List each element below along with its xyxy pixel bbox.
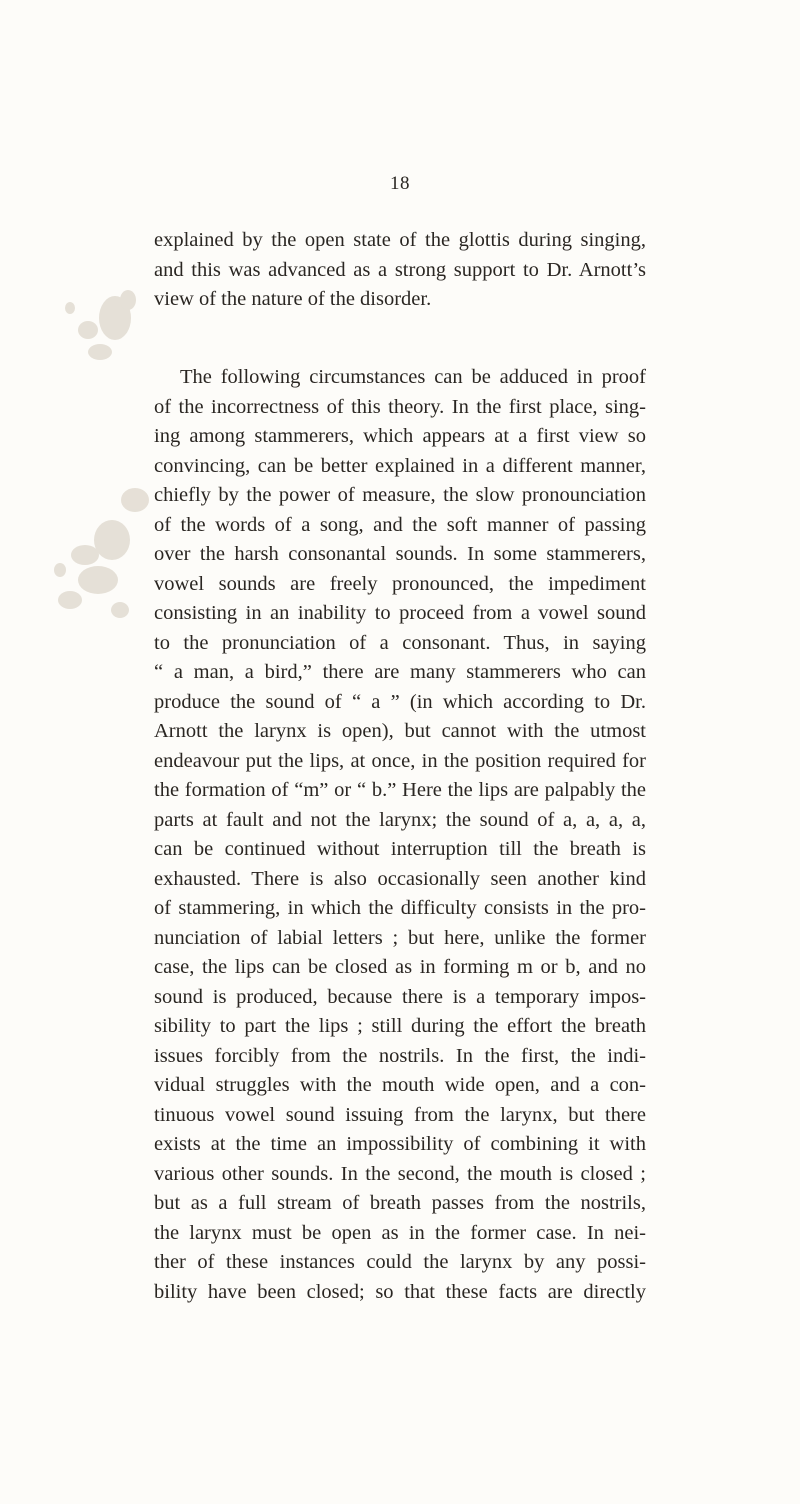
text-line: explained by the open state of the glottis during singing, — [154, 229, 646, 251]
text-line: vidual struggles with the mouth wide open, and a con- — [154, 1074, 646, 1096]
text-line: the formation of “m” or “ b.” Here the lips are palpably the — [154, 779, 646, 801]
text-line: parts at fault and not the larynx; the sound of a, a, a, a, — [154, 808, 646, 831]
text-line: consisting in an inability to proceed from a vowel sound — [154, 602, 646, 624]
text-line: of the incorrectness of this theory. In the first place, sing- — [154, 395, 646, 418]
text-line: The following circumstances can be adduced in proof — [180, 366, 646, 388]
text-line: ing among stammerers, which appears at a first view so — [154, 425, 646, 447]
text-line: vowel sounds are freely pronounced, the impediment — [154, 572, 646, 595]
text-line: chiefly by the power of measure, the slow pronounciation — [154, 484, 646, 506]
text-line: the larynx must be open as in the former case. In nei- — [154, 1221, 646, 1244]
text-line: exhausted. There is also occasionally seen another kind — [154, 867, 646, 890]
text-line: exists at the time an impossibility of combining it with — [154, 1133, 646, 1155]
text-line: to the pronunciation of a consonant. Thus, in saying — [154, 631, 646, 654]
text-line: Arnott the larynx is open), but cannot with the utmost — [154, 720, 646, 742]
text-line: can be continued without interruption till the breath is — [154, 838, 646, 860]
text-line: issues forcibly from the nostrils. In the first, the indi- — [154, 1044, 646, 1067]
text-line: over the harsh consonantal sounds. In some stammerers, — [154, 543, 646, 565]
text-line: bility have been closed; so that these facts are directly — [154, 1280, 646, 1303]
text-line: produce the sound of “ a ” (in which according to Dr. — [154, 690, 646, 713]
text-line: sibility to part the lips ; still during the effort the breath — [154, 1015, 646, 1037]
text-line: ther of these instances could the larynx by any possi- — [154, 1251, 646, 1273]
text-line: tinuous vowel sound issuing from the larynx, but there — [154, 1103, 646, 1126]
page-number: 18 — [390, 173, 410, 194]
text-line: convincing, can be better explained in a different manner, — [154, 454, 646, 477]
text-line: case, the lips can be closed as in forming m or b, and no — [154, 956, 646, 978]
paragraph-continuation — [154, 226, 646, 315]
text-line: sound is produced, because there is a temporary impos- — [154, 985, 646, 1008]
paragraph-main — [154, 363, 646, 1307]
text-line: of the words of a song, and the soft manner of passing — [154, 513, 646, 536]
text-line: “ a man, a bird,” there are many stammerers who can — [154, 661, 646, 683]
text-line: endeavour put the lips, at once, in the position required for — [154, 749, 646, 772]
bleed-through-stain — [0, 0, 160, 720]
text-line: nunciation of labial letters ; but here, unlike the former — [154, 926, 646, 949]
text-line: and this was advanced as a strong support to Dr. Arnott’s — [154, 258, 646, 281]
text-line: but as a full stream of breath passes from the nostrils, — [154, 1192, 646, 1214]
text-line: view of the nature of the disorder. — [154, 288, 432, 310]
text-line: of stammering, in which the difficulty consists in the pro- — [154, 897, 646, 919]
text-line: various other sounds. In the second, the mouth is closed ; — [154, 1162, 646, 1185]
